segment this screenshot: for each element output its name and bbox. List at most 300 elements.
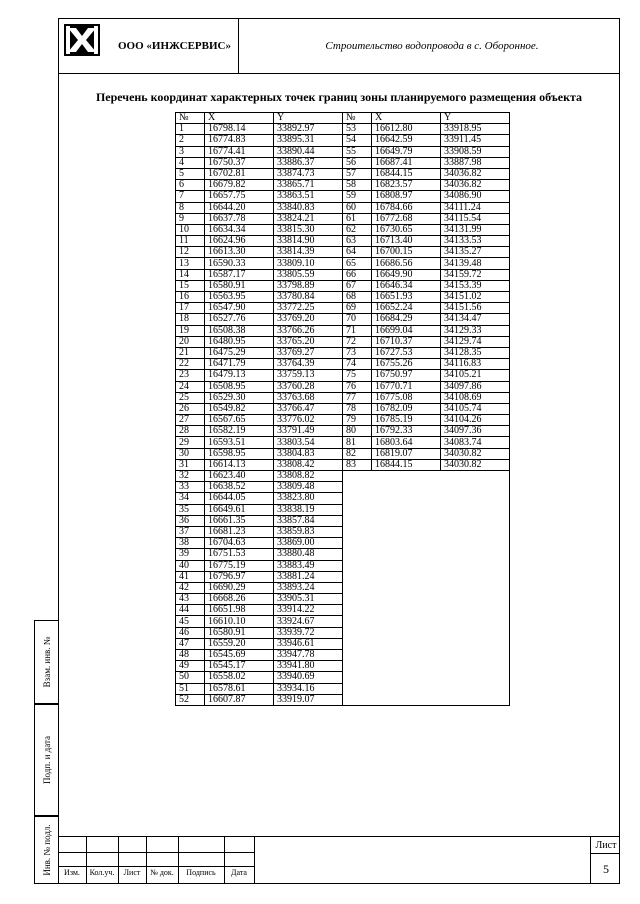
y-coordinate: 33892.97 <box>274 124 343 135</box>
sheet-label: Лист <box>595 840 617 851</box>
table-row <box>176 571 343 582</box>
x-coordinate: 16479.13 <box>205 370 274 381</box>
table-row <box>176 157 343 168</box>
point-number: 80 <box>343 426 372 437</box>
column-header: X <box>205 113 274 124</box>
point-number: 62 <box>343 224 372 235</box>
table-row <box>343 403 510 414</box>
y-coordinate: 33814.90 <box>274 236 343 247</box>
x-coordinate: 16508.95 <box>205 381 274 392</box>
y-coordinate: 33883.49 <box>274 560 343 571</box>
x-coordinate: 16750.97 <box>372 370 441 381</box>
table-row <box>343 202 510 213</box>
point-number: 16 <box>176 292 205 303</box>
table-row <box>343 359 510 370</box>
empty-table-area <box>342 470 510 706</box>
y-coordinate: 33805.59 <box>274 269 343 280</box>
x-coordinate: 16508.38 <box>205 325 274 336</box>
table-row <box>176 224 343 235</box>
y-coordinate: 33865.71 <box>274 180 343 191</box>
y-coordinate: 33780.84 <box>274 292 343 303</box>
x-coordinate: 16582.19 <box>205 426 274 437</box>
y-coordinate: 33890.44 <box>274 146 343 157</box>
point-number: 40 <box>176 560 205 571</box>
point-number: 25 <box>176 392 205 403</box>
y-coordinate: 33905.31 <box>274 594 343 605</box>
x-coordinate: 16634.34 <box>205 224 274 235</box>
point-number: 32 <box>176 471 205 482</box>
point-number: 35 <box>176 504 205 515</box>
point-number: 50 <box>176 672 205 683</box>
table-row <box>176 582 343 593</box>
x-coordinate: 16785.19 <box>372 415 441 426</box>
company-name: ООО «ИНЖСЕРВИС» <box>118 40 231 52</box>
point-number: 69 <box>343 303 372 314</box>
y-coordinate: 33804.83 <box>274 448 343 459</box>
x-coordinate: 16661.35 <box>205 515 274 526</box>
point-number: 49 <box>176 661 205 672</box>
table-row <box>343 415 510 426</box>
x-coordinate: 16649.79 <box>372 146 441 157</box>
y-coordinate: 33863.51 <box>274 191 343 202</box>
point-number: 61 <box>343 213 372 224</box>
point-number: 39 <box>176 549 205 560</box>
y-coordinate: 33772.25 <box>274 303 343 314</box>
y-coordinate: 33947.78 <box>274 650 343 661</box>
y-coordinate: 34116.83 <box>441 359 510 370</box>
point-number: 79 <box>343 415 372 426</box>
table-row <box>343 146 510 157</box>
table-row <box>176 370 343 381</box>
x-coordinate: 16545.17 <box>205 661 274 672</box>
point-number: 34 <box>176 493 205 504</box>
x-coordinate: 16775.08 <box>372 392 441 403</box>
point-number: 41 <box>176 571 205 582</box>
table-row <box>343 303 510 314</box>
table-row <box>176 471 343 482</box>
y-coordinate: 33869.00 <box>274 538 343 549</box>
point-number: 74 <box>343 359 372 370</box>
table-row <box>343 236 510 247</box>
table-row <box>343 426 510 437</box>
y-coordinate: 33814.39 <box>274 247 343 258</box>
table-row <box>176 325 343 336</box>
column-header: Y <box>274 113 343 124</box>
x-coordinate: 16702.81 <box>205 168 274 179</box>
x-coordinate: 16563.95 <box>205 292 274 303</box>
table-row <box>176 292 343 303</box>
y-coordinate: 34111.24 <box>441 202 510 213</box>
y-coordinate: 34105.74 <box>441 403 510 414</box>
table-row <box>343 258 510 269</box>
point-number: 3 <box>176 146 205 157</box>
table-row <box>343 280 510 291</box>
table-row <box>176 236 343 247</box>
y-coordinate: 33857.84 <box>274 515 343 526</box>
table-row <box>176 515 343 526</box>
y-coordinate: 33766.26 <box>274 325 343 336</box>
table-row <box>343 437 510 448</box>
sheet-number: 5 <box>603 862 609 876</box>
point-number: 57 <box>343 168 372 179</box>
x-coordinate: 16770.71 <box>372 381 441 392</box>
point-number: 78 <box>343 403 372 414</box>
point-number: 38 <box>176 538 205 549</box>
x-coordinate: 16808.97 <box>372 191 441 202</box>
column-header: Y <box>441 113 510 124</box>
x-coordinate: 16713.40 <box>372 236 441 247</box>
y-coordinate: 33946.61 <box>274 638 343 649</box>
x-coordinate: 16593.51 <box>205 437 274 448</box>
title-block-line <box>254 836 255 884</box>
point-number: 54 <box>343 135 372 146</box>
point-number: 27 <box>176 415 205 426</box>
x-coordinate: 16681.23 <box>205 526 274 537</box>
side-stamp-signature <box>34 704 58 816</box>
side-stamp-inventory <box>34 816 58 884</box>
x-coordinate: 16651.93 <box>372 292 441 303</box>
y-coordinate: 34097.36 <box>441 426 510 437</box>
x-coordinate: 16679.82 <box>205 180 274 191</box>
x-coordinate: 16657.75 <box>205 191 274 202</box>
point-number: 46 <box>176 627 205 638</box>
x-coordinate: 16798.14 <box>205 124 274 135</box>
table-row <box>176 482 343 493</box>
table-row <box>343 448 510 459</box>
company-logo <box>64 24 100 56</box>
point-number: 55 <box>343 146 372 157</box>
x-coordinate: 16652.24 <box>372 303 441 314</box>
table-row <box>343 381 510 392</box>
table-row <box>176 638 343 649</box>
x-coordinate: 16471.79 <box>205 359 274 370</box>
table-row <box>176 437 343 448</box>
table-row <box>343 347 510 358</box>
table-row <box>176 191 343 202</box>
x-coordinate: 16823.57 <box>372 180 441 191</box>
table-row <box>176 280 343 291</box>
x-coordinate: 16844.15 <box>372 168 441 179</box>
stamp-col-label: Изм. <box>64 868 80 877</box>
point-number: 6 <box>176 180 205 191</box>
coordinates-table-right <box>342 112 510 471</box>
y-coordinate: 34151.02 <box>441 292 510 303</box>
table-row <box>176 459 343 470</box>
point-number: 43 <box>176 594 205 605</box>
table-row <box>176 538 343 549</box>
point-number: 21 <box>176 347 205 358</box>
x-coordinate: 16649.90 <box>372 269 441 280</box>
side-stamp-label: Подп. и дата <box>41 735 52 785</box>
table-row <box>176 594 343 605</box>
column-header: X <box>372 113 441 124</box>
x-coordinate: 16686.56 <box>372 258 441 269</box>
point-number: 31 <box>176 459 205 470</box>
title-block-line <box>590 853 620 854</box>
table-row <box>176 202 343 213</box>
x-coordinate: 16480.95 <box>205 336 274 347</box>
y-coordinate: 33908.59 <box>441 146 510 157</box>
point-number: 8 <box>176 202 205 213</box>
y-coordinate: 33838.19 <box>274 504 343 515</box>
x-coordinate: 16755.26 <box>372 359 441 370</box>
point-number: 19 <box>176 325 205 336</box>
point-number: 10 <box>176 224 205 235</box>
table-row <box>176 426 343 437</box>
point-number: 67 <box>343 280 372 291</box>
point-number: 33 <box>176 482 205 493</box>
table-row <box>176 415 343 426</box>
point-number: 82 <box>343 448 372 459</box>
table-row <box>343 157 510 168</box>
y-coordinate: 34131.99 <box>441 224 510 235</box>
stamp-col-label: Подпись <box>186 868 216 877</box>
x-coordinate: 16580.91 <box>205 627 274 638</box>
x-coordinate: 16475.29 <box>205 347 274 358</box>
table-row <box>176 247 343 258</box>
table-row <box>176 314 343 325</box>
y-coordinate: 34030.82 <box>441 459 510 470</box>
y-coordinate: 34135.27 <box>441 247 510 258</box>
y-coordinate: 34128.35 <box>441 347 510 358</box>
x-coordinate: 16545.69 <box>205 650 274 661</box>
point-number: 65 <box>343 258 372 269</box>
point-number: 68 <box>343 292 372 303</box>
y-coordinate: 33881.24 <box>274 571 343 582</box>
x-coordinate: 16559.20 <box>205 638 274 649</box>
table-row <box>343 336 510 347</box>
table-row <box>343 124 510 135</box>
y-coordinate: 34115.54 <box>441 213 510 224</box>
table-row <box>176 605 343 616</box>
y-coordinate: 33823.80 <box>274 493 343 504</box>
x-coordinate: 16700.15 <box>372 247 441 258</box>
point-number: 66 <box>343 269 372 280</box>
table-row <box>176 213 343 224</box>
x-coordinate: 16587.17 <box>205 269 274 280</box>
y-coordinate: 33808.42 <box>274 459 343 470</box>
table-row <box>176 124 343 135</box>
point-number: 71 <box>343 325 372 336</box>
point-number: 36 <box>176 515 205 526</box>
x-coordinate: 16792.33 <box>372 426 441 437</box>
y-coordinate: 33914.22 <box>274 605 343 616</box>
stamp-col-label: Дата <box>231 868 247 877</box>
y-coordinate: 33766.47 <box>274 403 343 414</box>
y-coordinate: 34030.82 <box>441 448 510 459</box>
x-coordinate: 16578.61 <box>205 683 274 694</box>
point-number: 12 <box>176 247 205 258</box>
table-row <box>343 213 510 224</box>
column-header: № <box>343 113 372 124</box>
y-coordinate: 34036.82 <box>441 168 510 179</box>
x-coordinate: 16547.90 <box>205 303 274 314</box>
point-number: 24 <box>176 381 205 392</box>
point-number: 70 <box>343 314 372 325</box>
coordinates-table-left <box>175 112 343 706</box>
point-number: 58 <box>343 180 372 191</box>
column-header: № <box>176 113 205 124</box>
side-stamp-label: Инв. № подл. <box>41 824 52 876</box>
table-row <box>176 381 343 392</box>
table-row <box>343 224 510 235</box>
y-coordinate: 33939.72 <box>274 627 343 638</box>
stamp-col-label: Лист <box>123 868 141 877</box>
point-number: 44 <box>176 605 205 616</box>
table-row <box>343 459 510 470</box>
point-number: 48 <box>176 650 205 661</box>
table-row <box>176 650 343 661</box>
table-row <box>176 258 343 269</box>
x-coordinate: 16796.97 <box>205 571 274 582</box>
point-number: 7 <box>176 191 205 202</box>
point-number: 9 <box>176 213 205 224</box>
point-number: 5 <box>176 168 205 179</box>
x-coordinate: 16710.37 <box>372 336 441 347</box>
y-coordinate: 33924.67 <box>274 616 343 627</box>
y-coordinate: 33940.69 <box>274 672 343 683</box>
table-row <box>343 180 510 191</box>
y-coordinate: 34151.56 <box>441 303 510 314</box>
x-coordinate: 16642.59 <box>372 135 441 146</box>
table-row <box>176 661 343 672</box>
y-coordinate: 34108.69 <box>441 392 510 403</box>
table-row <box>176 146 343 157</box>
point-number: 60 <box>343 202 372 213</box>
x-coordinate: 16668.26 <box>205 594 274 605</box>
table-row <box>343 292 510 303</box>
x-coordinate: 16623.40 <box>205 471 274 482</box>
y-coordinate: 33765.20 <box>274 336 343 347</box>
x-coordinate: 16598.95 <box>205 448 274 459</box>
document-title: Перечень координат характерных точек границ зоны планируемого размещения объекта <box>95 90 583 104</box>
point-number: 20 <box>176 336 205 347</box>
header-divider <box>238 18 239 74</box>
table-row <box>176 336 343 347</box>
x-coordinate: 16704.63 <box>205 538 274 549</box>
point-number: 59 <box>343 191 372 202</box>
table-row <box>176 303 343 314</box>
y-coordinate: 34153.39 <box>441 280 510 291</box>
table-row <box>343 392 510 403</box>
point-number: 47 <box>176 638 205 649</box>
x-coordinate: 16772.68 <box>372 213 441 224</box>
y-coordinate: 33808.82 <box>274 471 343 482</box>
y-coordinate: 33769.20 <box>274 314 343 325</box>
point-number: 13 <box>176 258 205 269</box>
table-row <box>176 269 343 280</box>
x-coordinate: 16614.13 <box>205 459 274 470</box>
point-number: 75 <box>343 370 372 381</box>
x-coordinate: 16774.83 <box>205 135 274 146</box>
title-block-line <box>590 836 591 884</box>
y-coordinate: 33886.37 <box>274 157 343 168</box>
x-coordinate: 16529.30 <box>205 392 274 403</box>
stamp-col-label: № док. <box>150 868 174 877</box>
x-coordinate: 16727.53 <box>372 347 441 358</box>
x-coordinate: 16651.98 <box>205 605 274 616</box>
y-coordinate: 33798.89 <box>274 280 343 291</box>
y-coordinate: 33809.10 <box>274 258 343 269</box>
table-row <box>176 448 343 459</box>
table-row <box>176 493 343 504</box>
x-coordinate: 16699.04 <box>372 325 441 336</box>
y-coordinate: 33918.95 <box>441 124 510 135</box>
point-number: 64 <box>343 247 372 258</box>
y-coordinate: 33803.54 <box>274 437 343 448</box>
y-coordinate: 33840.83 <box>274 202 343 213</box>
point-number: 1 <box>176 124 205 135</box>
y-coordinate: 33791.49 <box>274 426 343 437</box>
table-row <box>176 180 343 191</box>
point-number: 28 <box>176 426 205 437</box>
y-coordinate: 34083.74 <box>441 437 510 448</box>
table-row <box>176 168 343 179</box>
point-number: 73 <box>343 347 372 358</box>
table-row <box>343 314 510 325</box>
table-row <box>176 347 343 358</box>
table-row <box>176 135 343 146</box>
table-row <box>343 269 510 280</box>
point-number: 37 <box>176 526 205 537</box>
x-coordinate: 16580.91 <box>205 280 274 291</box>
x-coordinate: 16649.61 <box>205 504 274 515</box>
y-coordinate: 33776.02 <box>274 415 343 426</box>
y-coordinate: 33763.68 <box>274 392 343 403</box>
y-coordinate: 33764.39 <box>274 359 343 370</box>
x-coordinate: 16610.10 <box>205 616 274 627</box>
table-row <box>176 683 343 694</box>
table-header-row <box>176 113 343 124</box>
table-row <box>343 135 510 146</box>
y-coordinate: 34133.53 <box>441 236 510 247</box>
x-coordinate: 16644.05 <box>205 493 274 504</box>
x-coordinate: 16567.65 <box>205 415 274 426</box>
y-coordinate: 33893.24 <box>274 582 343 593</box>
x-coordinate: 16607.87 <box>205 694 274 705</box>
x-coordinate: 16624.96 <box>205 236 274 247</box>
y-coordinate: 33919.07 <box>274 694 343 705</box>
y-coordinate: 34129.33 <box>441 325 510 336</box>
point-number: 11 <box>176 236 205 247</box>
table-row <box>343 191 510 202</box>
y-coordinate: 33880.48 <box>274 549 343 560</box>
y-coordinate: 34036.82 <box>441 180 510 191</box>
table-row <box>176 694 343 705</box>
table-row <box>343 247 510 258</box>
point-number: 53 <box>343 124 372 135</box>
y-coordinate: 33934.16 <box>274 683 343 694</box>
x-coordinate: 16782.09 <box>372 403 441 414</box>
point-number: 14 <box>176 269 205 280</box>
table-row <box>343 168 510 179</box>
point-number: 4 <box>176 157 205 168</box>
x-coordinate: 16750.37 <box>205 157 274 168</box>
point-number: 42 <box>176 582 205 593</box>
x-coordinate: 16646.34 <box>372 280 441 291</box>
point-number: 51 <box>176 683 205 694</box>
point-number: 81 <box>343 437 372 448</box>
y-coordinate: 33824.21 <box>274 213 343 224</box>
table-header-row <box>343 113 510 124</box>
y-coordinate: 33759.13 <box>274 370 343 381</box>
y-coordinate: 34139.48 <box>441 258 510 269</box>
y-coordinate: 34104.26 <box>441 415 510 426</box>
point-number: 76 <box>343 381 372 392</box>
table-row <box>176 403 343 414</box>
x-coordinate: 16819.07 <box>372 448 441 459</box>
x-coordinate: 16549.82 <box>205 403 274 414</box>
